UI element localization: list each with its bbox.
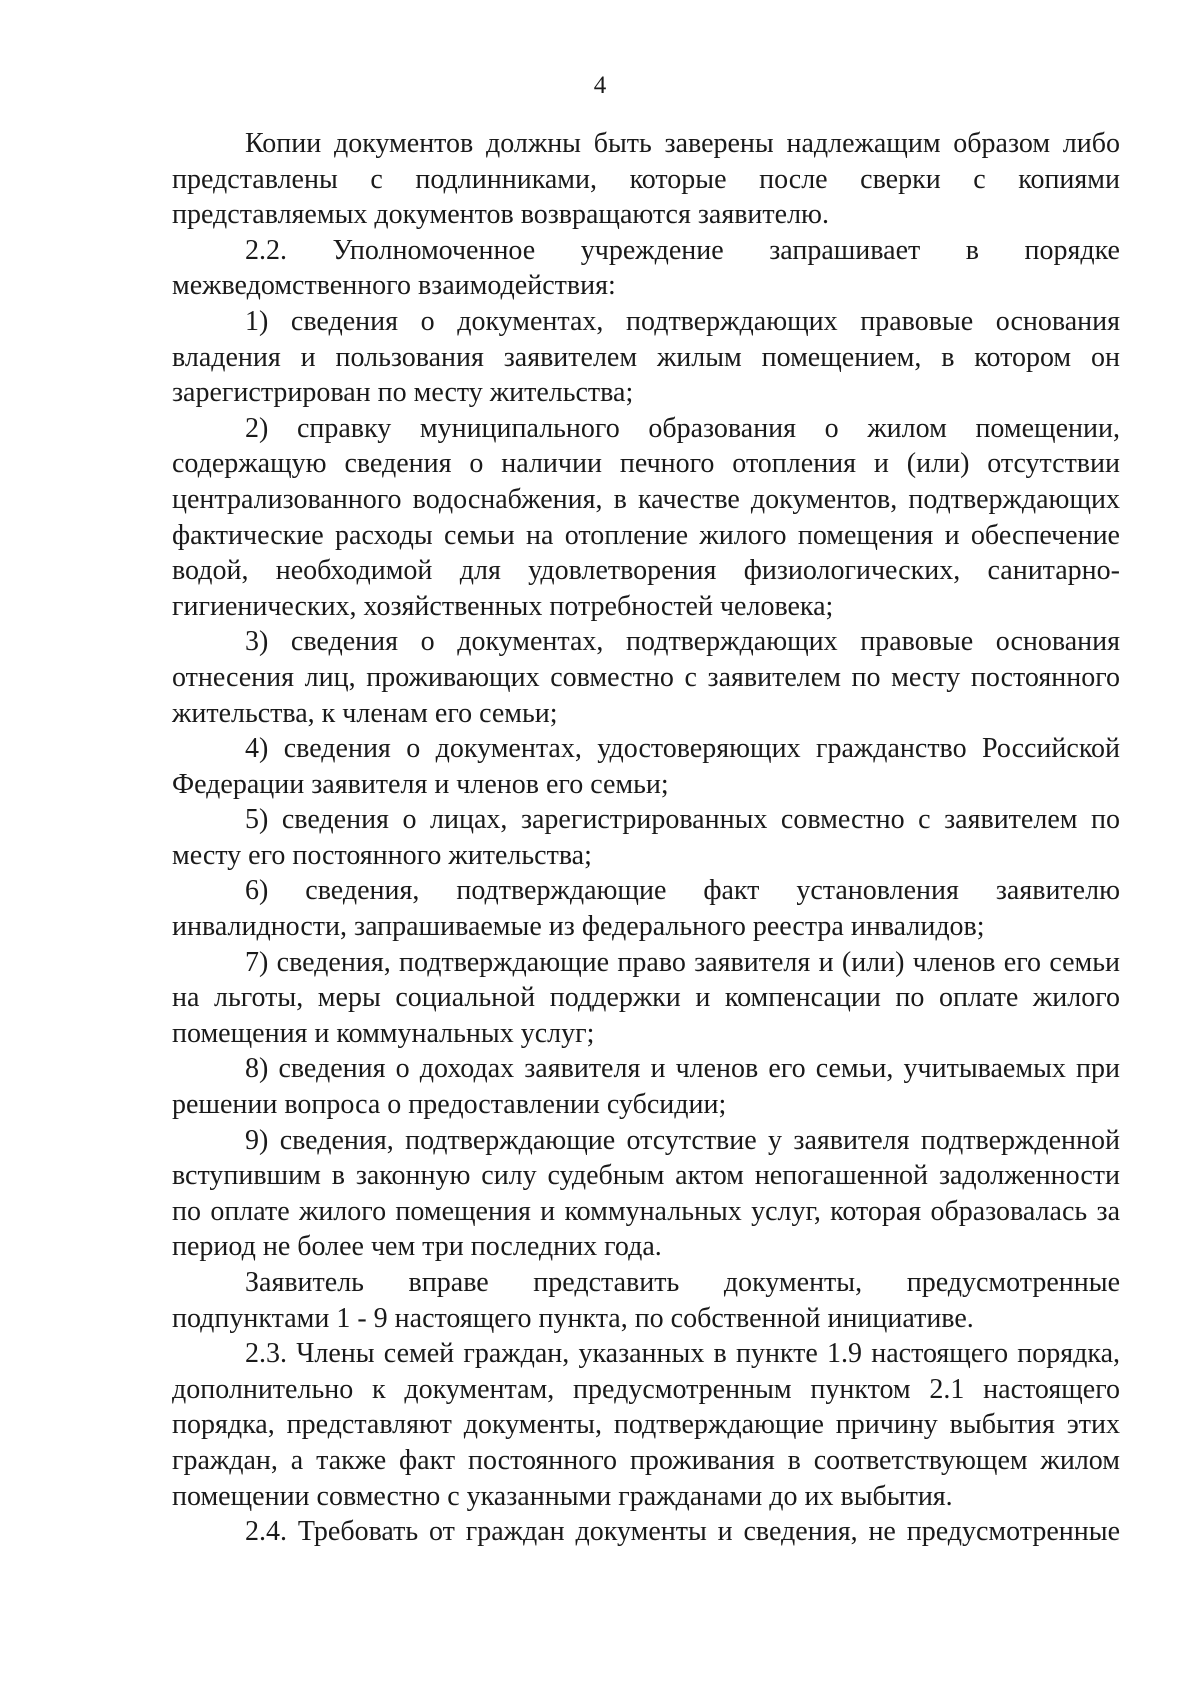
page-number: 4 bbox=[593, 72, 607, 99]
paragraph-item-9: 9) сведения, подтверждающие отсутствие у заявителя подтвержденной вступившим в законную силу судебным актом непогашенной задолженности по оплате жилого помещения и коммунальных услуг, которая образовалась за период не более чем три последних года. bbox=[172, 1124, 1120, 1263]
paragraph-2-3: 2.3. Члены семей граждан, указанных в пункте 1.9 настоящего порядка, дополнительно к документам, предусмотренным пунктом 2.1 настоящего порядка, представляют документы, подтверждающие причину выбытия этих граждан, а также факт постоянного проживания в соответствующем жилом помещении совместно с указанными гражданами до их выбытия. bbox=[172, 1338, 1120, 1512]
document-body bbox=[172, 126, 1120, 1550]
paragraph-item-4: 4) сведения о документах, удостоверяющих гражданство Российской Федерации заявителя и членов его семьи; bbox=[172, 733, 1120, 800]
paragraph-item-2: 2) справку муниципального образования о жилом помещении, содержащую сведения о наличии печного отопления и (или) отсутствии централизованного водоснабжения, в качестве документов, подтверждающих фактические расходы семьи на отопление жилого помещения и обеспечение водой, необходимой для удовлетворения физиологических, санитарно-гигиенических, хозяйственных потребностей человека; bbox=[172, 412, 1120, 622]
paragraph-copies-certification: Копии документов должны быть заверены надлежащим образом либо представлены с подлинниками, которые после сверки с копиями представляемых документов возвращаются заявителю. bbox=[172, 128, 1120, 231]
paragraph-item-3: 3) сведения о документах, подтверждающих правовые основания отнесения лиц, проживающих совместно с заявителем по месту постоянного жительства, к членам его семьи; bbox=[172, 626, 1120, 729]
paragraph-applicant-right: Заявитель вправе представить документы, предусмотренные подпунктами 1 - 9 настоящего пункта, по собственной инициативе. bbox=[172, 1267, 1120, 1334]
paragraph-item-8: 8) сведения о доходах заявителя и членов его семьи, учитываемых при решении вопроса о предоставлении субсидии; bbox=[172, 1053, 1120, 1121]
paragraph-2-2: 2.2. Уполномоченное учреждение запрашивает в порядке межведомственного взаимодействия: bbox=[172, 234, 1120, 302]
paragraph-2-4: 2.4. Требовать от граждан документы и сведения, не предусмотренные bbox=[245, 1516, 1120, 1548]
paragraph-item-6: 6) сведения, подтверждающие факт установления заявителю инвалидности, запрашиваемые из федерального реестра инвалидов; bbox=[172, 875, 1120, 943]
paragraph-item-7: 7) сведения, подтверждающие право заявителя и (или) членов его семьи на льготы, меры социальной поддержки и компенсации по оплате жилого помещения и коммунальных услуг; bbox=[172, 946, 1120, 1049]
paragraph-item-1: 1) сведения о документах, подтверждающих правовые основания владения и пользования заявителем жилым помещением, в котором он зарегистрирован по месту жительства; bbox=[172, 305, 1120, 409]
paragraph-item-5: 5) сведения о лицах, зарегистрированных совместно с заявителем по месту его постоянного жительства; bbox=[172, 804, 1120, 871]
